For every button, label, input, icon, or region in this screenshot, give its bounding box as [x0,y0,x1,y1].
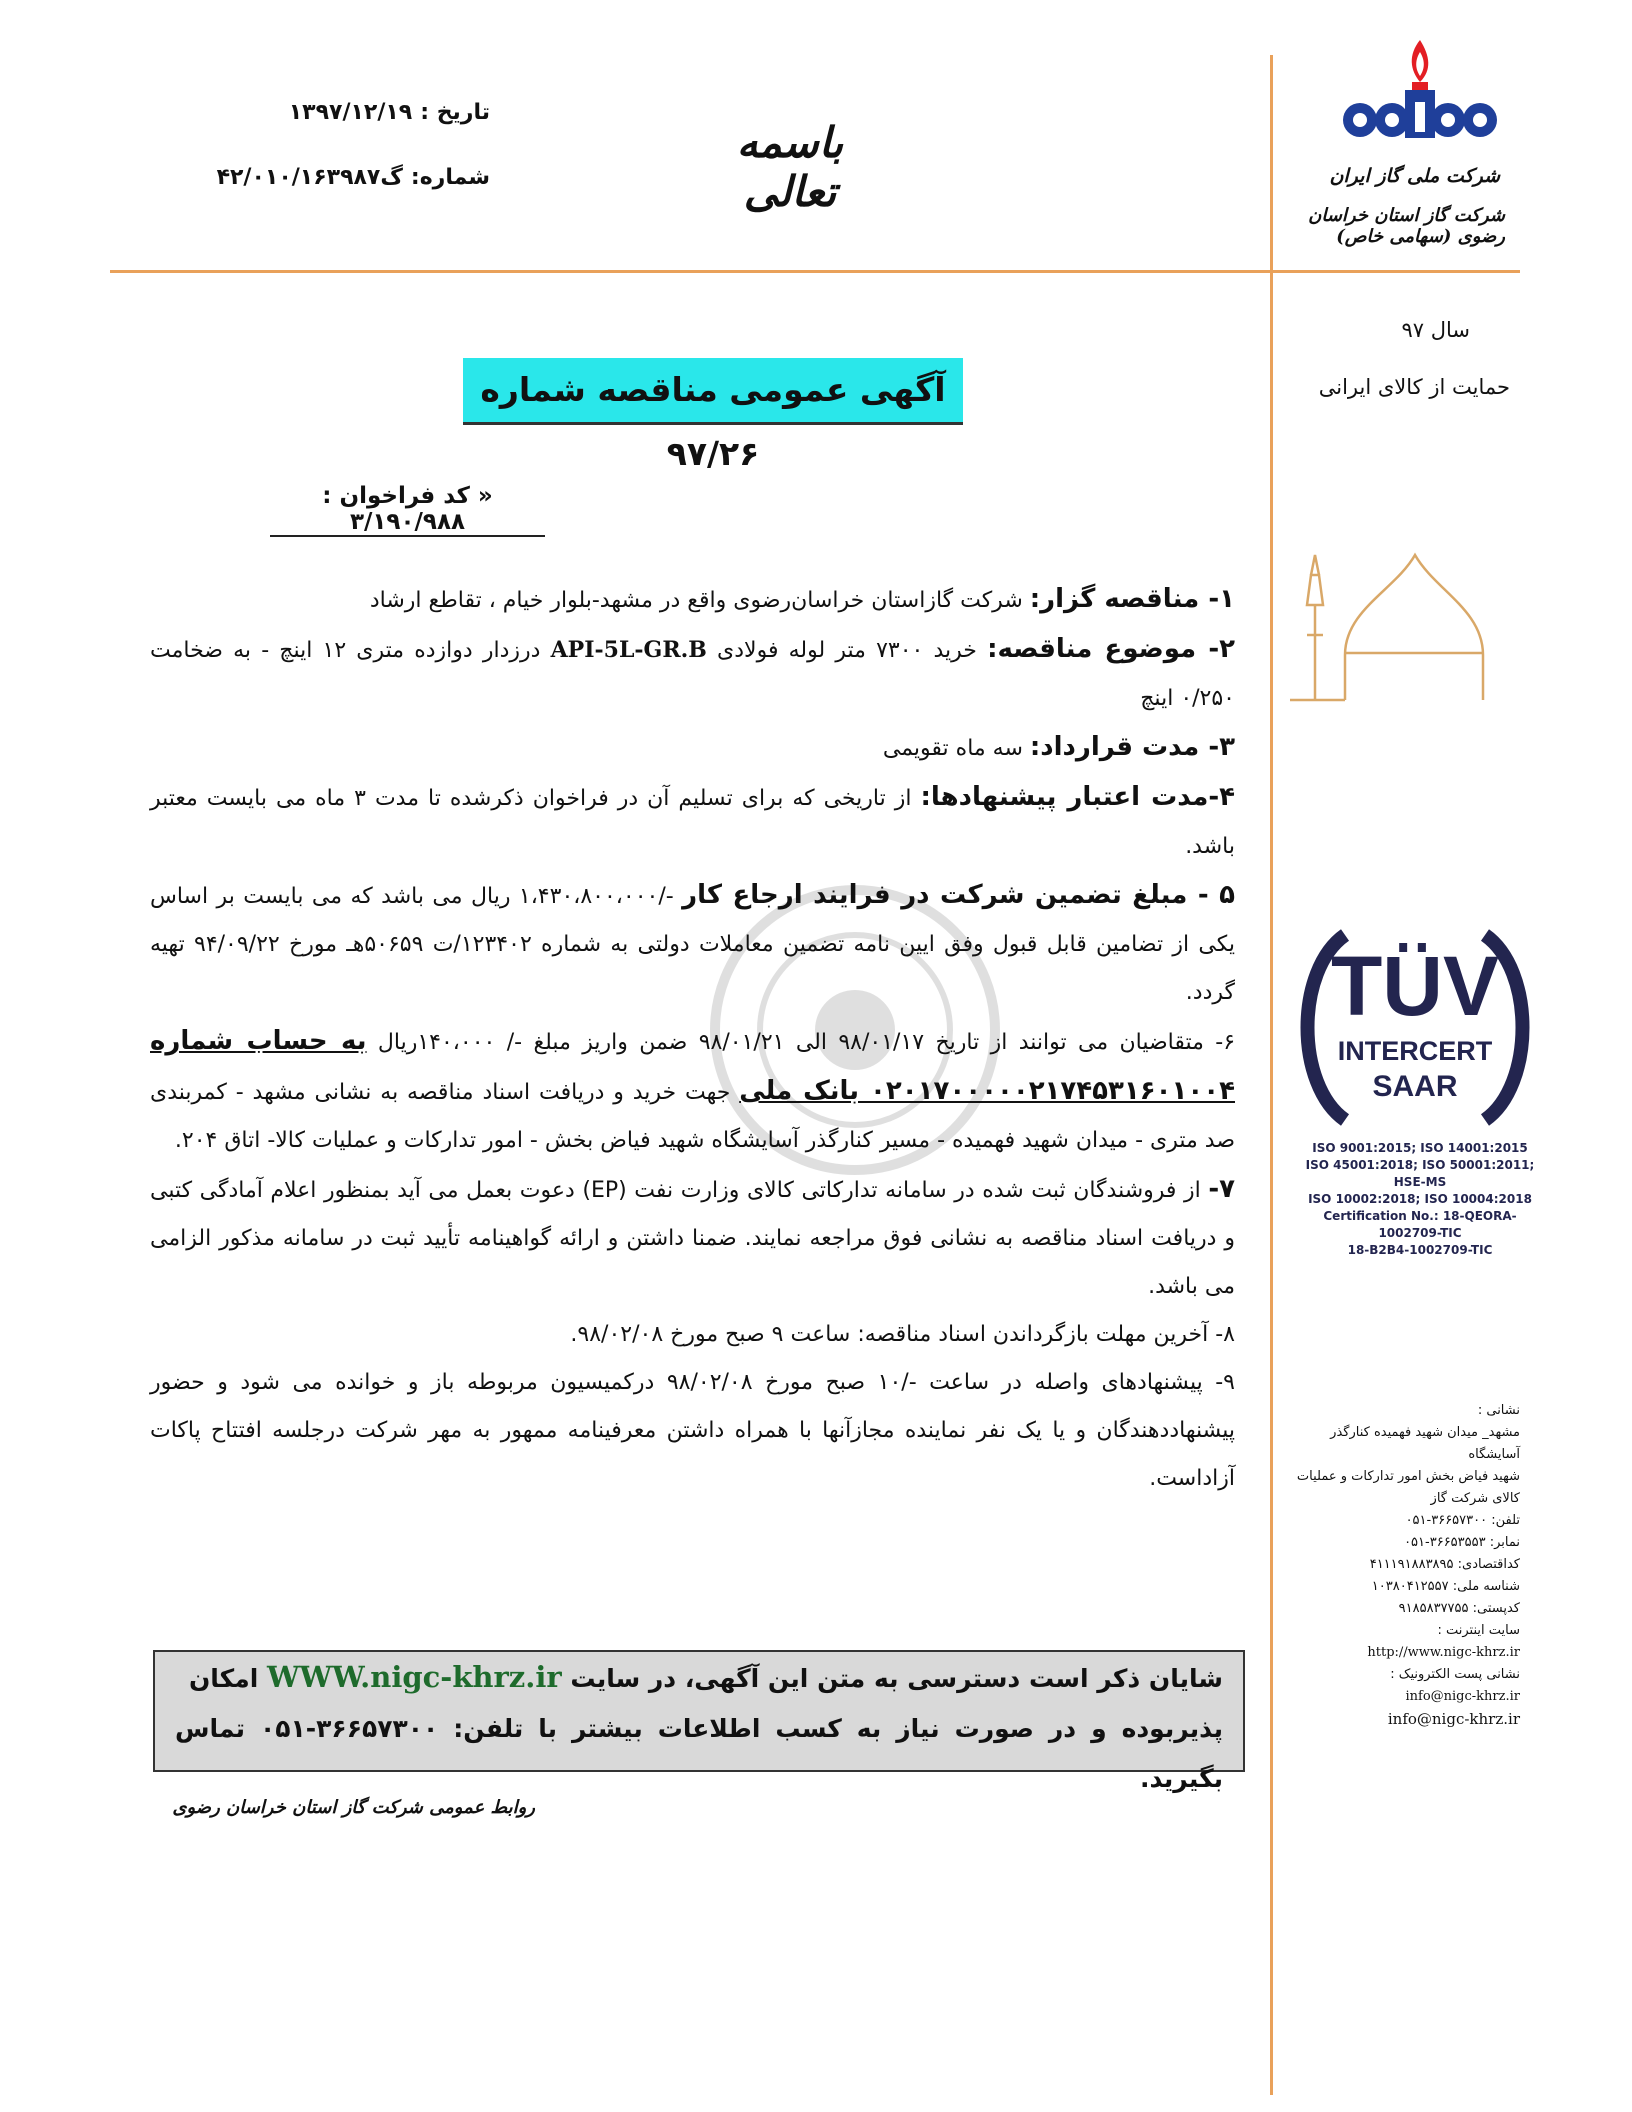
item-7 [150,1165,1235,1311]
cert-line: ISO 45001:2018; ISO 50001:2011; HSE-MS [1305,1158,1535,1189]
notice-box [153,1650,1245,1793]
item-text: خرید ۷۳۰۰ متر لوله فولادی [706,638,988,663]
item-text: شرکت گازاستان خراسان‌رضوی واقع در مشهد-بلوار خیام ، تقاطع ارشاد [369,588,1030,613]
letter-date [200,100,490,125]
website-label: سایت اینترنت : [1437,1623,1520,1638]
date-value: ۱۳۹۷/۱۲/۱۹ [288,100,413,125]
saar-wordmark: SAAR [1372,1070,1458,1103]
cert-line: 18-B2B4-1002709-TIC [1347,1243,1493,1257]
address-line: کالای شرکت گاز [1430,1491,1520,1506]
notice-line: پذیربوده و در صورت نیاز به کسب اطلاعات بیشتر با تلفن: ۳۶۶۵۷۳۰۰-۰۵۱ تماس بگیرید. [175,1714,1223,1793]
phone: تلفن: ۳۶۶۵۷۳۰۰-۰۵۱ [1405,1513,1520,1528]
economic-code: کداقتصادی: ۴۱۱۱۹۱۸۸۳۸۹۵ [1369,1557,1520,1572]
item-text: درزدار دوازده متری ۱۲ اینچ - به ضخامت ۰/۲۵۰ اینچ [150,638,1235,711]
mosque-dome-icon [1285,535,1485,705]
intercert-wordmark: INTERCERT [1337,1036,1493,1066]
notice-text: امکان [188,1664,267,1693]
tuv-intercert-logo-icon [1285,920,1545,1135]
company-name-nigc: شرکت ملی گاز ایران [1329,165,1500,187]
tender-body [150,575,1235,1503]
header-divider [110,270,1520,273]
item-label: ۵ - مبلغ تضمین شرکت در فرایند ارجاع کار [682,880,1236,910]
item-text: از فروشندگان ثبت شده در سامانه تدارکاتی کالای وزارت نفت (EP) دعوت بعمل می آید بمنظور اعلام آمادگی کتبی و دریافت اسناد مناقصه به نشانی فوق مراجعه نمایند. ضمنا داشتن و ارائه گواهینامه تأیید ثبت در سامانه مذکور الزامی می باشد. [150,1178,1235,1299]
item-4 [150,773,1235,871]
item-label: ۴-مدت اعتبار پیشنهادها: [920,782,1235,812]
contact-block [1275,1400,1520,1730]
invocation-heading: باسمه تعالی [736,118,844,216]
item-text: ریال می باشد که می بایست بر اساس یکی از تضامین قابل قبول وفق ایین نامه تضمین معاملات دولتی به شماره ۱۲۳۴۰۲/ت ۵۰۶۵۹هـ مورخ ۹۴/۰۹/۲۲ تهیه گردد. [150,884,1236,1005]
address-line: مشهد_ میدان شهید فهمیده کنارگذر آسایشگاه [1330,1425,1520,1462]
postal-code: کدپستی: ۹۱۸۵۸۳۷۷۵۵ [1398,1601,1520,1616]
tuv-wordmark: TÜV [1331,939,1499,1033]
item-label: ۲- موضوع مناقصه: [987,634,1236,664]
nigc-flame-logo-icon [1320,30,1520,160]
item-text: ۸- آخرین مهلت بازگرداندن اسناد مناقصه: ساعت ۹ صبح مورخ ۹۸/۰۲/۰۸. [570,1322,1235,1347]
number-label: شماره: [410,165,490,190]
item-6 [150,1017,1235,1165]
item-label: ۷- [1208,1174,1235,1204]
public-relations-signature: روابط عمومی شرکت گاز استان خراسان رضوی [172,1797,535,1818]
item-5 [150,871,1235,1017]
letter-number [200,165,490,190]
item-label: ۱- مناقصه گزار: [1029,584,1235,614]
call-code: « کد فراخوان : ۳/۱۹۰/۹۸۸ [270,483,545,537]
support-slogan: حمایت از کالای ایرانی [1318,375,1510,399]
notice-text: شایان ذکر است دسترسی به متن این آگهی، در سایت [561,1664,1223,1693]
item-3 [150,723,1235,773]
national-id: شناسه ملی: ۱۰۳۸۰۴۱۲۵۵۷ [1371,1579,1520,1594]
item-9 [150,1359,1235,1503]
address-line: شهید فیاض بخش امور تدارکات و عملیات [1296,1469,1520,1484]
item-text: جهت خرید و دریافت اسناد مناقصه به نشانی مشهد - کمربندی صد متری - میدان شهید فهمیده - مسیر کنارگذر آسایشگاه شهید فیاض بخش - امور تدارکات و عملیات کالا- اتاق ۲۰۴. [150,1080,1235,1153]
pipe-spec: API-5L-GR.B [550,637,707,663]
certification-list [1300,1140,1540,1259]
website-link[interactable]: http://www.nigc-khrz.ir [1367,1645,1520,1660]
email-link[interactable]: info@nigc-khrz.ir [1387,1710,1520,1728]
cert-line: ISO 9001:2015; ISO 14001:2015 [1312,1141,1528,1155]
item-1 [150,575,1235,625]
year-slogan: سال ۹۷ [1401,318,1470,342]
fax: نمابر: ۳۶۶۵۳۵۵۳-۰۵۱ [1404,1535,1520,1550]
notice-line [155,1652,1243,1704]
email-label: نشانی پست الکترونیک : [1390,1667,1520,1682]
item-2 [150,625,1235,723]
item-label: ۳- مدت قرارداد: [1029,732,1235,762]
company-name-provincial: شرکت گاز استان خراسان رضوی (سهامی خاص) [1308,205,1505,247]
cert-line: Certification No.: 18-QEORA-1002709-TIC [1323,1209,1517,1240]
cert-line: ISO 10002:2018; ISO 10004:2018 [1308,1192,1532,1206]
item-text: ۹- پیشنهادهای واصله در ساعت -/۱۰ صبح مورخ ۹۸/۰۲/۰۸ درکمیسیون مربوطه باز و خوانده می شود و حضور پیشنهاددهندگان و یا یک نفر نماینده مجازآنها با همراه داشتن معرفینامه ممهور به مهر شرکت درجلسه افتتاح پاکات آزاداست. [150,1370,1235,1491]
website-link[interactable]: WWW.nigc-khrz.ir [266,1660,562,1694]
number-value: گ۴۲/۰۱۰/۱۶۳۹۸۷ [216,165,403,190]
email-link[interactable]: info@nigc-khrz.ir [1405,1689,1520,1704]
title-banner [463,358,963,473]
address-label: نشانی : [1477,1403,1520,1418]
item-text: از تاریخی که برای تسلیم آن در فراخوان ذکرشده تا مدت ۳ ماه می بایست معتبر باشد. [150,786,1235,859]
sidebar-divider [1270,55,1273,2095]
guarantee-amount: -/۱،۴۳۰،۸۰۰،۰۰۰ [518,884,683,909]
bank-account: به حساب شماره ۰۲۰۱۷۰۰۰۰۰۲۱۷۴۵۳۱۶۰۱۰۰۴ بانک ملی [150,1026,1235,1106]
item-text: ۶- متقاضیان می توانند از تاریخ ۹۸/۰۱/۱۷ الی ۹۸/۰۱/۲۱ ضمن واریز مبلغ -/ ۱۴۰،۰۰۰ریال [366,1030,1236,1055]
item-8 [150,1311,1235,1359]
date-label: تاریخ : [420,100,490,125]
item-text: سه ماه تقویمی [882,736,1030,761]
tender-title: آگهی عمومی مناقصه شماره ۹۷/۲۶ [480,370,946,473]
